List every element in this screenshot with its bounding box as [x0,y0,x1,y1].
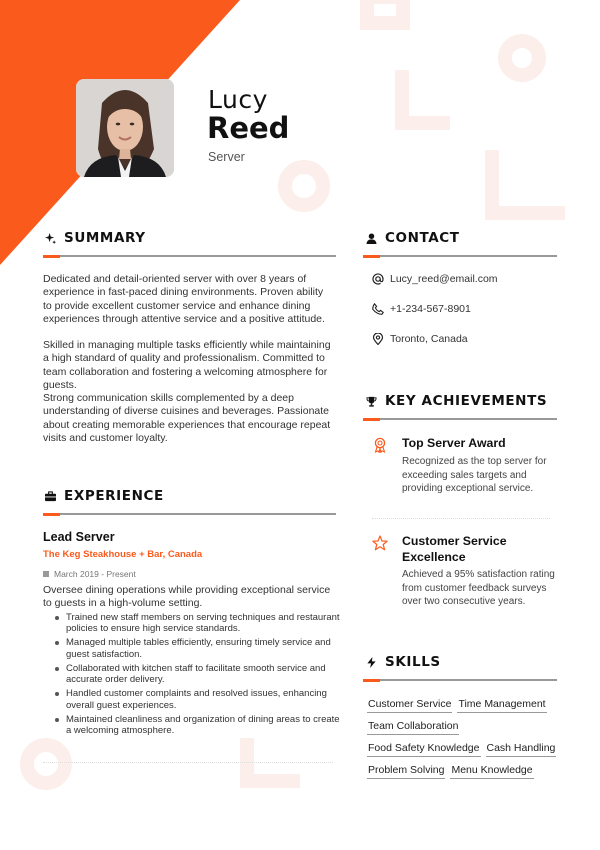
achievement-description: Achieved a 95% satisfaction rating from customer feedback surveys over two consecutive years. [402,569,555,607]
summary-heading [45,230,146,246]
job-description: Oversee dining operations while providing exceptional service to guests in a high-volume setting. [43,584,331,610]
summary-divider [43,255,336,257]
contact-location [372,333,468,345]
achievements-divider [363,418,557,420]
trophy-icon [366,396,377,407]
achievement-item [372,435,562,505]
skills-heading [366,654,441,670]
achievement-item [372,533,562,613]
skill-tag: Customer Service [367,698,452,713]
job-dates-text: March 2019 - Present [54,569,136,579]
first-name: Lucy [208,85,268,114]
skills-list [367,698,567,779]
job-title: Server [208,150,245,164]
medal-icon [372,437,388,453]
contact-phone[interactable] [372,303,471,315]
skill-tag: Problem Solving [367,764,445,779]
last-name: Reed [207,111,290,145]
briefcase-icon [45,491,56,502]
experience-title: EXPERIENCE [64,488,164,504]
job-dates [43,569,136,579]
skill-tag: Time Management [457,698,546,713]
skills-title: SKILLS [385,654,441,670]
profile-photo [76,79,174,177]
achievements-title: KEY ACHIEVEMENTS [385,393,548,409]
achievements-heading [366,393,547,409]
background-ring-decoration [498,34,546,82]
list-item: Collaborated with kitchen staff to facilitate smooth service and accurate order delivery. [54,663,340,686]
background-corner-decoration [395,70,450,130]
contact-email[interactable] [372,273,498,285]
sparkle-icon [45,233,56,244]
background-ring-decoration [20,738,72,790]
phone-icon [372,303,384,315]
background-square-decoration [360,0,410,30]
background-corner-decoration [240,738,300,788]
company-name: The Keg Steakhouse + Bar, Canada [43,549,203,560]
experience-divider [43,513,336,515]
summary-paragraph-3: Strong communication skills complemented by a deep understanding of diverse cuisines and beverages. Passionate about creating memorable experiences that encourage repeat visits and customer loyalty. [43,392,331,445]
calendar-icon [43,571,49,577]
skill-tag: Cash Handling [486,742,557,757]
experience-end-divider [43,762,333,763]
bolt-icon [366,657,377,668]
list-item: Maintained cleanliness and organization of dining areas to create a welcoming atmosphere. [54,714,340,737]
phone-text: +1-234-567-8901 [390,303,471,315]
achievement-title: Top Server Award [402,436,506,450]
list-item: Managed multiple tables efficiently, ensuring timely service and guest satisfaction. [54,637,340,660]
skills-divider [363,679,557,681]
location-text: Toronto, Canada [390,333,468,345]
achievement-separator [372,518,550,519]
contact-title: CONTACT [385,230,460,246]
background-corner-decoration [485,150,565,220]
email-text: Lucy_reed@email.com [390,273,498,285]
skill-tag: Menu Knowledge [450,764,533,779]
summary-paragraph-1: Dedicated and detail-oriented server with over 8 years of experience in fast-paced dining environments. Proven ability to provide excellent customer service and enhance dining experiences through attentive service and a positive attitude. [43,273,325,326]
achievement-title: Customer Service Excellence [402,534,507,564]
job-role: Lead Server [43,530,115,544]
summary-title: SUMMARY [64,230,146,246]
contact-heading [366,230,460,246]
at-sign-icon [372,273,384,285]
contact-divider [363,255,557,257]
location-pin-icon [372,333,384,345]
skill-tag: Food Safety Knowledge [367,742,481,757]
summary-paragraph-2: Skilled in managing multiple tasks efficiently while maintaining a high standard of quality and professionalism. Committed to team collaboration and fostering a welcoming atmosphere for guests. [43,339,331,392]
skill-tag: Team Collaboration [367,720,459,735]
star-icon [372,535,388,551]
profile-photo-image [76,79,174,177]
list-item: Handled customer complaints and resolved issues, enhancing overall guest experiences. [54,688,340,711]
person-icon [366,233,377,244]
job-bullet-list [54,612,340,739]
background-ring-decoration [278,160,330,212]
list-item: Trained new staff members on serving techniques and restaurant policies to ensure high service standards. [54,612,340,635]
experience-heading [45,488,164,504]
achievement-description: Recognized as the top server for exceeding sales targets and providing exceptional service. [402,456,547,494]
